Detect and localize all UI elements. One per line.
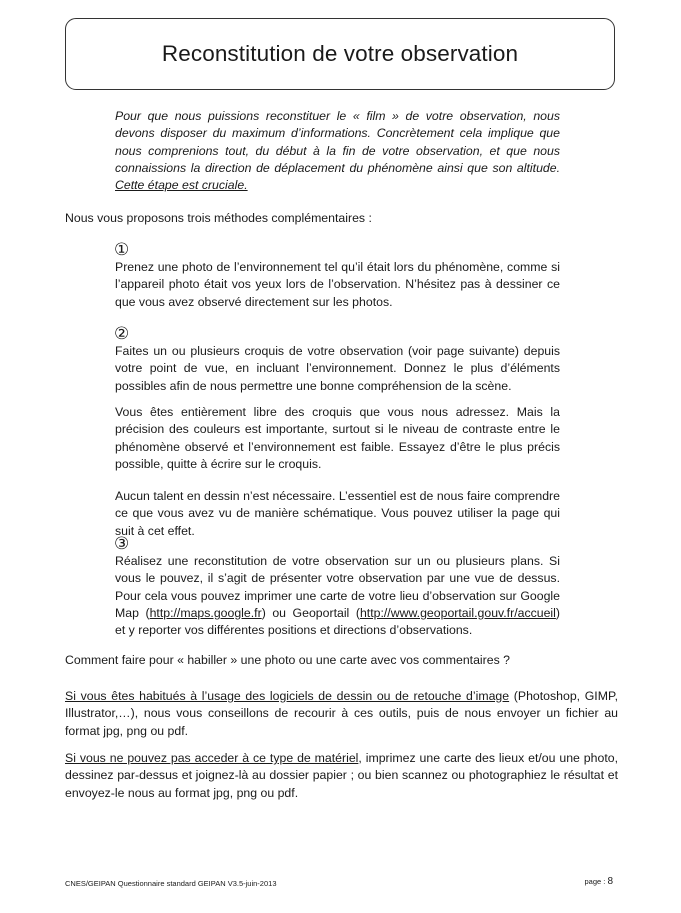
method2-paragraph-2: Vous êtes entièrement libre des croquis que vous nous adressez. Mais la précision des couleurs est importante, surtout si le niveau de contraste entre le phénomène observé et l’environnement est faible. Essayez d’être le plus précis possible, quitte à écrire sur le croquis. — [115, 405, 560, 471]
method1-text: Prenez une photo de l’environnement tel qu’il était lors du phénomène, comme si l’appareil photo était vos yeux lors de l’observation. N’hésitez pas à dessiner ce que vous avez observé directement sur les photos. — [115, 260, 560, 309]
method2-number: ② — [114, 324, 130, 343]
google-maps-link[interactable]: http://maps.google.fr — [149, 605, 262, 620]
answer-1-lead: Si vous êtes habitués à l’usage des logiciels de dessin ou de retouche d’image — [65, 689, 510, 703]
method1-number: ① — [114, 240, 130, 259]
page-number: 8 — [607, 876, 613, 887]
method3-text: Réalisez une reconstitution de votre observation sur un ou plusieurs plans. Si vous le pouvez, il s’agit de présenter votre observation par une vue de dessus. Pour cela vous pouvez imprimer une carte de votre lieu d’observation sur Google Map (http://maps.google.fr) ou Geoportail (http://www.geoportail.gouv.fr/accueil) et y reporter vos différentes positions et directions d’observations. — [115, 554, 561, 638]
method3-number: ③ — [114, 534, 130, 553]
methods-intro: Nous vous proposons trois méthodes complémentaires : — [65, 211, 372, 225]
method2-paragraph-3: Aucun talent en dessin n’est nécessaire. L’essentiel est de nous faire comprendre ce que vous avez vu de manière schématique. Vous pouvez utiliser la page qui suit à cet effet. — [115, 489, 560, 538]
footer-page: page : 8 — [584, 876, 613, 887]
answer-2-lead: Si vous ne pouvez pas acceder à ce type de matériel — [65, 751, 359, 765]
question: Comment faire pour « habiller » une photo ou une carte avec vos commentaires ? — [65, 653, 510, 667]
answer-1: Si vous êtes habitués à l’usage des logiciels de dessin ou de retouche d’image (Photoshop, GIMP, Illustrator,…), nous vous conseillons de recourir à ces outils, puis de nous envoyer un fichier au format jpg, png ou pdf. — [65, 689, 618, 738]
method2-paragraph-1: Faites un ou plusieurs croquis de votre observation (voir page suivante) depuis votre point de vue, en incluant l’environnement. Donnez le plus d’éléments possibles afin de nous permettre une bonne compréhension de la scène. — [115, 344, 560, 393]
answer-2: Si vous ne pouvez pas acceder à ce type de matériel, imprimez une carte des lieux et/ou une photo, dessinez par-dessus et joignez-là au dossier papier ; ou bien scannez ou photographiez le résultat et envoyez-le nous au format jpg, png ou pdf. — [65, 751, 618, 800]
page-title: Reconstitution de votre observation — [161, 41, 519, 66]
intro-text: Pour que nous puissions reconstituer le « film » de votre observation, nous devons disposer du maximum d’informations. Concrètement cela implique que nous comprenions tout, du début à la fin de votre observation, et que nous connaissions la direction de déplacement du phénomène ainsi que son altitude. — [115, 109, 560, 175]
intro-emphasis: Cette étape est cruciale. — [115, 178, 248, 193]
geoportail-link[interactable]: http://www.geoportail.gouv.fr/accueil — [359, 605, 556, 620]
title-box — [65, 18, 615, 90]
intro-paragraph — [115, 108, 560, 194]
footer-document-id: CNES/GEIPAN Questionnaire standard GEIPAN V3.5-juin-2013 — [65, 879, 277, 888]
